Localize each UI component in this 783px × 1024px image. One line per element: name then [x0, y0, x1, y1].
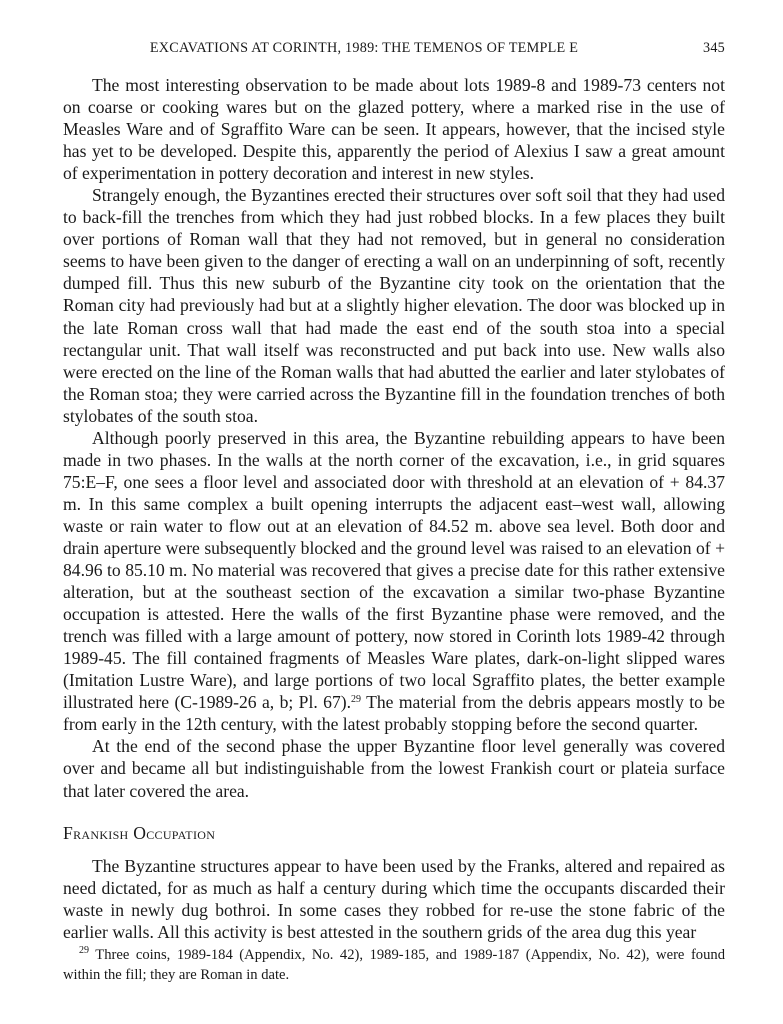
paragraph-second-phase: At the end of the second phase the upper Byzantine floor level generally was covered over and became all but indistinguishable from the lowest Frankish court or plateia surface that later covered the area. [63, 736, 725, 801]
page [63, 36, 725, 943]
paragraph-two-phases-tail: The material from the debris appears mostly to be from early in the 12th century, with the latest probably stopping before the second quarter. [63, 692, 725, 735]
paragraph-pottery-observation: The most interesting observation to be made about lots 1989-8 and 1989-73 centers not on coarse or cooking wares but on the glazed pottery, where a marked rise in the use of Measles Ware and of Sgraffito Ware can be seen. It appears, however, that the incised style has yet to be developed. Despite this, apparently the period of Alexius I saw a great amount of experimentation in pottery decoration and interest in new styles. [63, 75, 725, 184]
running-title: EXCAVATIONS AT CORINTH, 1989: THE TEMENOS OF TEMPLE E [149, 40, 579, 56]
paragraph-two-phases-text: Although poorly preserved in this area, the Byzantine rebuilding appears to have been made in two phases. In the walls at the north corner of the excavation, i.e., in grid squares 75:E–F, one sees a floor level and associated door with threshold at an elevation of + 84.37 m. In this same complex a built opening interrupts the adjacent east–west wall, allowing waste or rain water to flow out at an elevation of 84.52 m. above sea level. Both door and drain aperture were subsequently blocked and the ground level was raised to an elevation of + 84.96 to 85.10 m. No material was recovered that gives a precise date for this rather extensive alteration, but at the southeast section of the excavation a similar two-phase Byzantine occupation is attested. Here the walls of the first Byzantine phase were removed, and the trench was filled with a large amount of pottery, now stored in Corinth lots 1989-42 through 1989-45. The fill contained fragments of Measles Ware plates, dark-on-light slipped wares (Imitation Lustre Ware), and large portions of two local Sgraffito plates, the better example illustrated here (C-1989-26 a, b; Pl. 67). [63, 427, 725, 713]
body-text [63, 74, 725, 943]
footnote-reference[interactable]: 29 [351, 694, 362, 706]
running-head [63, 36, 725, 60]
page-number: 345 [702, 40, 725, 56]
footnote-paragraph [63, 945, 725, 985]
footnote [63, 945, 725, 985]
paragraph-two-phases [63, 427, 725, 736]
section-heading: Frankish Occupation [63, 822, 216, 843]
footnote-marker: 29 [79, 945, 89, 956]
footnote-text: Three coins, 1989-184 (Appendix, No. 42), 1989-185, and 1989-187 (Appendix, No. 42), were found within the fill; they are Roman in date. [63, 947, 725, 983]
paragraph-frankish-occupation: The Byzantine structures appear to have been used by the Franks, altered and repaired as need dictated, for as much as half a century during which time the occupants discarded their waste in newly dug bothroi. In some cases they robbed for re-use the stone fabric of the earlier walls. All this activity is best attested in the southern grids of the area dug this year [63, 855, 725, 942]
paragraph-byzantine-structures: Strangely enough, the Byzantines erected their structures over soft soil that they had used to back-fill the trenches from which they had just robbed blocks. In a few places they built over portions of Roman wall that they had not removed, but in general no consideration seems to have been given to the danger of erecting a wall on an underpinning of soft, recently dumped fill. Thus this new suburb of the Byzantine city took on the orientation that the Roman city had previously had but at a slightly higher elevation. The door was blocked up in the late Roman cross wall that had made the east end of the south stoa into a special rectangular unit. That wall itself was reconstructed and put back into use. New walls also were erected on the line of the Roman walls that had abutted the earlier and later stylobates of the Roman stoa; they were carried across the Byzantine fill in the foundation trenches of both stylobates of the south stoa. [63, 185, 725, 426]
